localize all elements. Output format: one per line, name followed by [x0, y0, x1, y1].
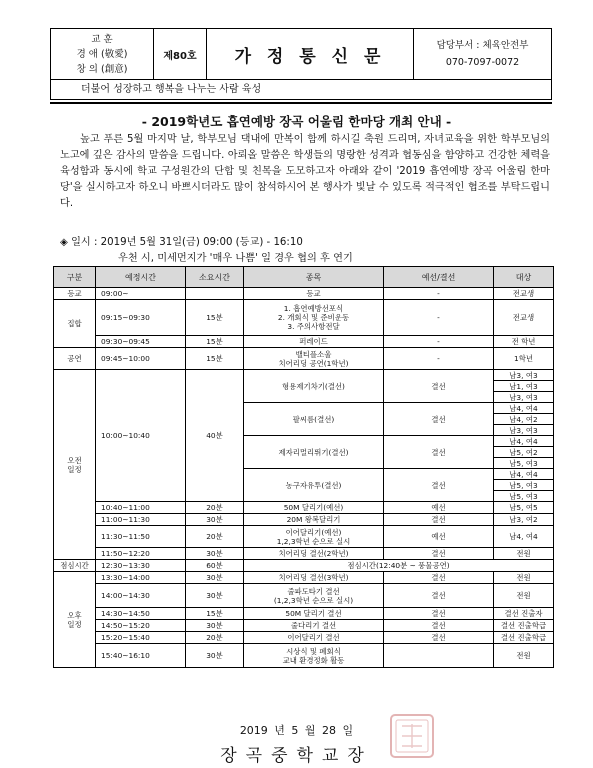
- duration-cell: 15분: [186, 608, 244, 620]
- school-seal-icon: [388, 712, 436, 760]
- column-header: 예정시간: [96, 267, 186, 288]
- group-cell: [54, 572, 96, 668]
- duration-cell: 15분: [186, 300, 244, 336]
- school-motto: [51, 29, 154, 79]
- duration-cell: 15분: [186, 348, 244, 370]
- round-cell: 결선: [384, 514, 494, 526]
- time-cell: 10:00~10:40: [96, 370, 186, 502]
- group-cell: 점심시간: [54, 560, 96, 572]
- duration-cell: 40분: [186, 370, 244, 502]
- event-line: 밸티플소울: [295, 349, 332, 359]
- time-cell: 13:30~14:00: [96, 572, 186, 584]
- duration-cell: 30분: [186, 644, 244, 668]
- round-cell: 결선: [384, 548, 494, 560]
- time-cell: 12:30~13:30: [96, 560, 186, 572]
- column-header: 대상: [494, 267, 554, 288]
- issue-number: 제80호: [154, 29, 207, 79]
- duration-cell: 20분: [186, 632, 244, 644]
- duration-cell: 20분: [186, 502, 244, 514]
- target-cell: 전원: [494, 644, 554, 668]
- duration-cell: 30분: [186, 584, 244, 608]
- department-info: [414, 29, 551, 79]
- target-cell: 남5, 여3: [494, 491, 554, 502]
- event-line: 줄파도타기 결선: [287, 586, 340, 596]
- header-divider: [50, 102, 552, 104]
- time-cell: 11:30~11:50: [96, 526, 186, 548]
- event-cell: 형용제기차기(결선): [244, 370, 384, 403]
- time-cell: 11:50~12:20: [96, 548, 186, 560]
- duration-cell: 30분: [186, 572, 244, 584]
- event-line: 1. 흡연예방선포식: [283, 304, 344, 313]
- duration-cell: 60분: [186, 560, 244, 572]
- event-cell: [244, 584, 384, 608]
- duration-cell: 15분: [186, 336, 244, 348]
- duration-cell: [186, 288, 244, 300]
- target-cell: 남4, 여2: [494, 414, 554, 425]
- group-label: 오후: [67, 610, 82, 620]
- target-cell: 전 학년: [494, 336, 554, 348]
- column-header: 구분: [54, 267, 96, 288]
- event-cell: 50M 달리기 결선: [244, 608, 384, 620]
- table-header-row: [54, 267, 554, 288]
- table-row: [54, 514, 554, 526]
- schedule-table: [53, 266, 554, 668]
- time-cell: 14:50~15:20: [96, 620, 186, 632]
- event-cell: 농구자유투(결선): [244, 469, 384, 502]
- school-slogan: 더불어 성장하고 행복을 나누는 사람 육성: [50, 80, 552, 100]
- intro-paragraph: 높고 푸른 5월 마지막 날, 학부모님 댁내에 만복이 함께 하시길 축원 드리며, 자녀교육을 위한 학부모님의 노고에 깊은 감사의 말씀을 드립니다. 아뢰올 말씀은 학생들의 명랑한 성격과 협동심을 함양하고 건강한 체력을 육성함과 동시에 학교 구성원간의 단합 및 친목을 도모하고자 아래와 같이 '2019 흡연예방 장곡 어울림 한마당'을 실시하고자 하오니 바쁘시더라도 많이 참석하시어 본 행사가 빛날 수 있도록 적극적인 협조를 부탁드립니다.: [60, 134, 550, 209]
- motto-item: 경 애 (敬愛): [76, 48, 128, 60]
- event-cell: 줄다리기 결선: [244, 620, 384, 632]
- round-cell: -: [384, 300, 494, 336]
- table-row: [54, 548, 554, 560]
- target-cell: 남3, 여3: [494, 370, 554, 381]
- time-cell: 14:30~14:50: [96, 608, 186, 620]
- group-label: 일정: [67, 464, 82, 474]
- rain-note: 우천 시, 미세먼지가 '매우 나쁨' 일 경우 협의 후 연기: [118, 253, 353, 264]
- event-line: 1,2,3학년 순으로 실시: [276, 536, 351, 546]
- target-cell: 남3, 여3: [494, 425, 554, 436]
- table-row: [54, 620, 554, 632]
- target-cell: 남4, 여4: [494, 436, 554, 447]
- event-line: 시상식 및 폐회식: [286, 646, 341, 656]
- group-cell: 등교: [54, 288, 96, 300]
- round-cell: 결선: [384, 608, 494, 620]
- target-cell: 결선 진출학급: [494, 620, 554, 632]
- event-cell: 팔씨름(결선): [244, 403, 384, 436]
- event-cell: 등교: [244, 288, 384, 300]
- table-row: [54, 502, 554, 514]
- school-principal: 장곡중학교장: [220, 746, 373, 766]
- round-cell: 결선: [384, 469, 494, 502]
- duration-cell: 30분: [186, 514, 244, 526]
- time-cell: 10:40~11:00: [96, 502, 186, 514]
- round-cell: 결선: [384, 632, 494, 644]
- column-header: 소요시간: [186, 267, 244, 288]
- notice-title: - 2019학년도 흡연예방 장곡 어울림 한마당 개최 안내 -: [141, 114, 452, 129]
- table-row: [54, 288, 554, 300]
- event-line: 교내 환경정화 활동: [282, 655, 345, 665]
- target-cell: 남3, 여2: [494, 514, 554, 526]
- event-cell: 퍼레이드: [244, 336, 384, 348]
- column-header: 예선/결선: [384, 267, 494, 288]
- table-row: [54, 348, 554, 370]
- target-cell: 남3, 여3: [494, 392, 554, 403]
- event-line: 3. 주의사항전달: [287, 322, 340, 331]
- event-cell: 제자리멀리뛰기(결선): [244, 436, 384, 469]
- table-row: [54, 608, 554, 620]
- target-cell: 남5, 여2: [494, 447, 554, 458]
- time-cell: 09:30~09:45: [96, 336, 186, 348]
- event-line: 2. 개회식 및 준비운동: [277, 313, 350, 322]
- target-cell: 1학년: [494, 348, 554, 370]
- target-cell: 남5, 여5: [494, 502, 554, 514]
- round-cell: -: [384, 348, 494, 370]
- department: 담당부서 : 체육안전부: [436, 40, 529, 51]
- target-cell: 남5, 여3: [494, 458, 554, 469]
- duration-cell: 30분: [186, 620, 244, 632]
- round-cell: 결선: [384, 572, 494, 584]
- target-cell: 전원: [494, 572, 554, 584]
- time-cell: 15:40~16:10: [96, 644, 186, 668]
- event-cell: 이어달리기 결선: [244, 632, 384, 644]
- target-cell: 결선 진출자: [494, 608, 554, 620]
- event-cell: 치어리딩 결선(3학년): [244, 572, 384, 584]
- round-cell: -: [384, 288, 494, 300]
- motto-item: 창 의 (創意): [76, 63, 128, 75]
- target-cell: 남1, 여3: [494, 381, 554, 392]
- table-row: [54, 336, 554, 348]
- event-cell: 치어리딩 결선(2학년): [244, 548, 384, 560]
- target-cell: 남5, 여3: [494, 480, 554, 491]
- event-cell: 50M 달리기(예선): [244, 502, 384, 514]
- round-cell: -: [384, 336, 494, 348]
- group-cell: 집합: [54, 300, 96, 348]
- time-cell: 14:00~14:30: [96, 584, 186, 608]
- event-line: 이어달리기(예선): [285, 527, 342, 537]
- round-cell: 결선: [384, 584, 494, 608]
- target-cell: 전원: [494, 584, 554, 608]
- table-row: [54, 370, 554, 381]
- time-cell: 15:20~15:40: [96, 632, 186, 644]
- round-cell: 결선: [384, 436, 494, 469]
- round-cell: 예선: [384, 502, 494, 514]
- event-cell: [244, 348, 384, 370]
- event-date: ◈ 일시 : 2019년 5월 31일(금) 09:00 (등교) - 16:10: [60, 237, 303, 248]
- target-cell: 전교생: [494, 300, 554, 336]
- group-cell: [54, 370, 96, 560]
- target-cell: 남4, 여4: [494, 526, 554, 548]
- event-cell: [244, 526, 384, 548]
- group-label: 일정: [67, 619, 82, 629]
- time-cell: 09:15~09:30: [96, 300, 186, 336]
- time-cell: 09:00~: [96, 288, 186, 300]
- table-row: [54, 644, 554, 668]
- column-header: 종목: [244, 267, 384, 288]
- table-row: [54, 572, 554, 584]
- table-row: [54, 632, 554, 644]
- time-cell: 09:45~10:00: [96, 348, 186, 370]
- event-line: 치어리딩 공연(1학년): [278, 358, 349, 368]
- table-row: [54, 584, 554, 608]
- target-cell: 남4, 여4: [494, 469, 554, 480]
- duration-cell: 20분: [186, 526, 244, 548]
- round-cell: 결선: [384, 620, 494, 632]
- duration-cell: 30분: [186, 548, 244, 560]
- time-cell: 11:00~11:30: [96, 514, 186, 526]
- issue-date: 2019 년 5 월 28 일: [239, 724, 354, 737]
- target-cell: 남4, 여4: [494, 403, 554, 414]
- phone-number: 070-7097-0072: [445, 57, 520, 68]
- event-line: (1,2,3학년 순으로 실시): [273, 595, 354, 605]
- event-cell: 점심시간(12:40분 ~ 풍물공연): [244, 560, 554, 572]
- motto-label: 교 훈: [91, 33, 113, 45]
- table-row: [54, 560, 554, 572]
- round-cell: 예선: [384, 526, 494, 548]
- target-cell: 전교생: [494, 288, 554, 300]
- header-box: [50, 28, 552, 80]
- round-cell: [384, 644, 494, 668]
- event-cell: [244, 300, 384, 336]
- event-cell: [244, 644, 384, 668]
- table-row: [54, 300, 554, 336]
- group-cell: 공연: [54, 348, 96, 370]
- round-cell: 결선: [384, 370, 494, 403]
- round-cell: 결선: [384, 403, 494, 436]
- table-row: [54, 526, 554, 548]
- target-cell: 전원: [494, 548, 554, 560]
- newsletter-title: 가 정 통 신 문: [207, 29, 414, 79]
- group-label: 오전: [67, 455, 82, 465]
- target-cell: 결선 진출학급: [494, 632, 554, 644]
- event-cell: 20M 왕복달리기: [244, 514, 384, 526]
